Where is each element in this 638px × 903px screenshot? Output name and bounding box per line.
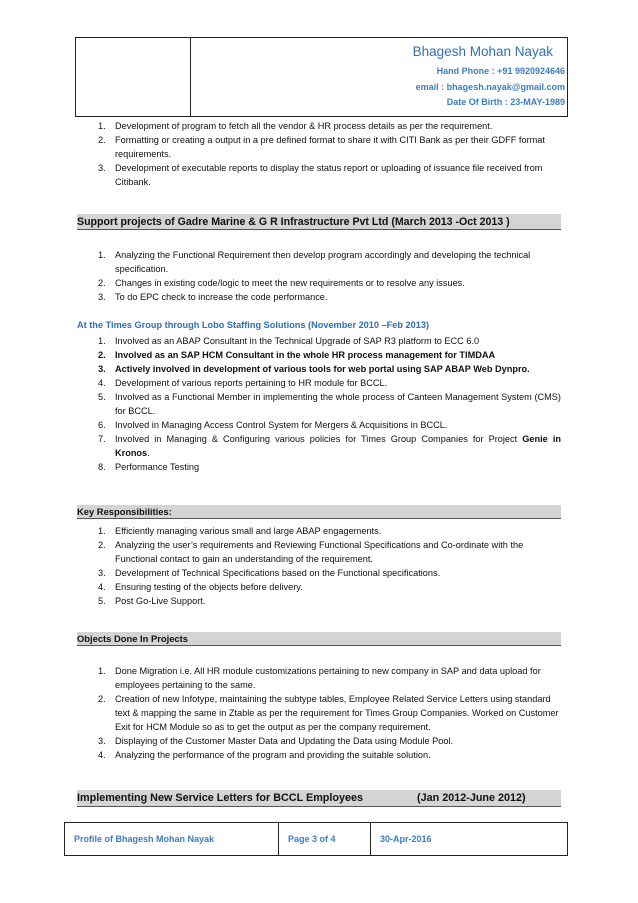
list-item: 3. Development of Technical Specifications based on the Functional specifications.	[98, 568, 441, 578]
objects-list	[77, 664, 561, 762]
list-item: 1. Efficiently managing various small and large ABAP engagements.	[98, 526, 382, 536]
list-item: 3. To do EPC check to increase the code performance.	[98, 292, 328, 302]
list-item: 4. Development of various reports pertaining to HR module for BCCL.	[98, 378, 388, 388]
list-item: 2. Formatting or creating a output in a pre defined format to share it with CITI Bank as per their GDFF format requirements.	[98, 135, 545, 159]
footer-page-number: Page 3 of 4	[279, 823, 371, 855]
service-letters-heading: Implementing New Service Letters for BCCL Employees (Jan 2012-June 2012)	[77, 790, 561, 807]
objects-heading: Objects Done In Projects	[77, 632, 561, 646]
list-item: 3. Displaying of the Customer Master Data and Updating the Data using Module Pool.	[98, 736, 454, 746]
list-item: 5. Involved as a Functional Member in implementing the whole process of Canteen Management System (CMS) for BCCL.	[98, 392, 561, 416]
phone-number: Hand Phone : +91 9920924646	[436, 66, 565, 76]
footer-profile: Profile of Bhagesh Mohan Nayak	[65, 823, 279, 855]
page-footer	[64, 822, 568, 856]
list-item: 2. Changes in existing code/logic to meet the new requirements or to resolve any issues.	[98, 278, 465, 288]
list-item: 3. Actively involved in development of various tools for web portal using SAP ABAP Web Dynpro.	[98, 364, 530, 374]
list-item: 3. Development of executable reports to display the status report or uploading of issuance file received from Citibank.	[98, 163, 543, 187]
gadre-list	[77, 248, 561, 304]
list-item: 4. Ensuring testing of the objects before delivery.	[98, 582, 303, 592]
header-box	[75, 37, 568, 117]
footer-date: 30-Apr-2016	[380, 834, 432, 844]
candidate-name: Bhagesh Mohan Nayak	[412, 44, 553, 59]
list-item: 8. Performance Testing	[98, 462, 200, 472]
date-of-birth: Date Of Birth : 23-MAY-1989	[446, 97, 565, 107]
list-item: 2. Analyzing the user’s requirements and Reviewing Functional Specifications and Co-ordinate with the Functional contact to gain an understanding of the requirement.	[98, 540, 524, 564]
list-item: 1. Involved as an ABAP Consultant in the Technical Upgrade of SAP R3 platform to ECC 6.0	[98, 336, 480, 346]
times-group-heading: At the Times Group through Lobo Staffing Solutions (November 2010 –Feb 2013)	[77, 320, 430, 330]
list-item: 5. Post Go-Live Support.	[98, 596, 206, 606]
list-item: 6. Involved in Managing Access Control System for Mergers & Acquisitions in BCCL.	[98, 420, 448, 430]
citi-list	[77, 119, 561, 189]
key-responsibilities-heading: Key Responsibilities:	[77, 505, 561, 519]
list-item: 1. Analyzing the Functional Requirement then develop program accordingly and developing the technical specification.	[98, 250, 531, 274]
list-item: 2. Creation of new Infotype, maintaining the subtype tables, Employee Related Service Letters using standard text & mapping the same in Ztable as per the requirement for Times Group Companies. Worked on Customer Exit for HCM Module so as to get the output as per the company requirement.	[98, 694, 559, 732]
key-list	[77, 524, 561, 608]
gadre-heading: Support projects of Gadre Marine & G R Infrastructure Pvt Ltd (March 2013 -Oct 2013 )	[77, 214, 561, 230]
list-item: 2. Involved as an SAP HCM Consultant in the whole HR process management for TIMDAA	[98, 350, 496, 360]
list-item: 4. Analyzing the performance of the program and providing the suitable solution.	[98, 750, 431, 760]
times-list	[77, 334, 561, 474]
list-item: 1. Done Migration i.e. All HR module customizations pertaining to new company in SAP and data upload for employees pertaining to the same.	[98, 666, 541, 690]
header-empty-cell	[76, 38, 191, 116]
list-item: 7. Involved in Managing & Configuring various policies for Times Group Companies for Project Genie in Kronos.	[98, 434, 561, 458]
list-item: 1. Development of program to fetch all the vendor & HR process details as per the requirement.	[98, 121, 493, 131]
email-address: email : bhagesh.nayak@gmail.com	[415, 82, 565, 92]
